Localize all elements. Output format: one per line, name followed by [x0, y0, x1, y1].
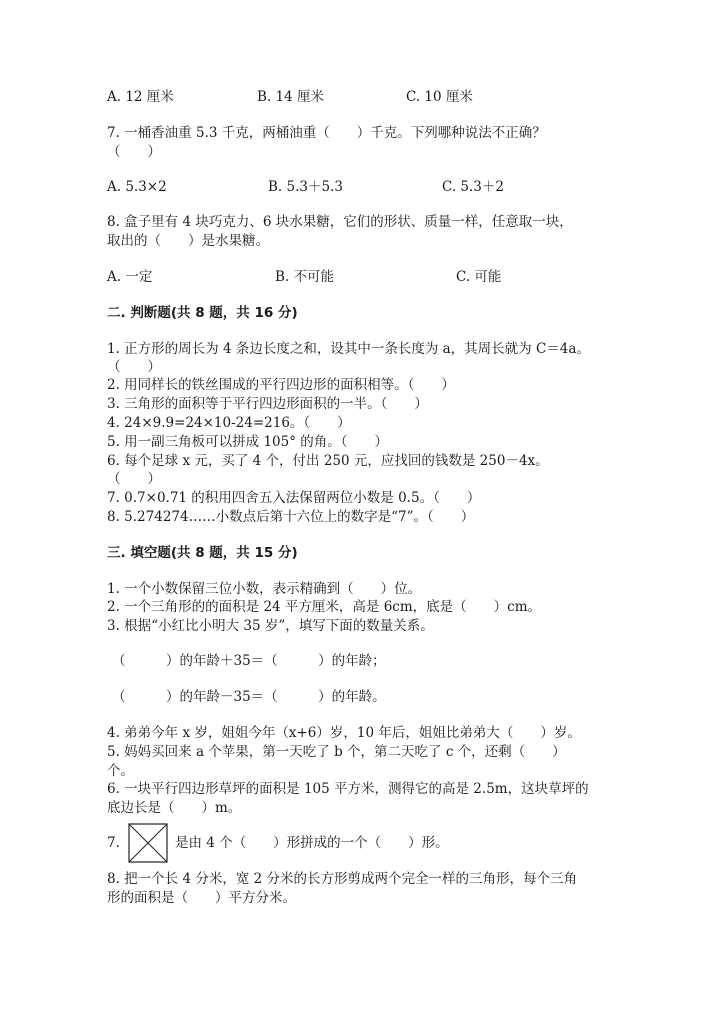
fill-q7-text: 是由 4 个（ ）形拼成的一个（ ）形。 — [175, 835, 449, 851]
fill-q7-number: 7. — [107, 835, 120, 851]
judge-item: 1. 正方形的周长为 4 条边长度之和，设其中一条长度为 a，其周长就为 C＝4a。 — [107, 341, 590, 357]
judge-item: （ ） — [107, 359, 161, 375]
q8-option-a: A. 一定 — [107, 269, 153, 285]
q8-option-c: C. 可能 — [456, 269, 502, 285]
fill-q1: 1. 一个小数保留三位小数，表示精确到（ ）位。 — [107, 581, 422, 597]
q6-option-b: B. 14 厘米 — [257, 89, 324, 105]
fill-q4: 4. 弟弟今年 x 岁，姐姐今年（x+6）岁，10 年后，姐姐比弟弟大（ ）岁。 — [107, 725, 581, 741]
judge-item: 8. 5.274274……小数点后第十六位上的数字是“7”。（ ） — [107, 509, 475, 525]
judge-item: 3. 三角形的面积等于平行四边形面积的一半。（ ） — [107, 396, 428, 412]
section3-title: 三. 填空题(共 8 题，共 15 分) — [107, 545, 298, 561]
section2-title: 二. 判断题(共 8 题，共 16 分) — [107, 305, 298, 321]
fill-q6-line1: 6. 一块平行四边形草坪的面积是 105 平方米，测得它的高是 2.5m，这块草坪的 — [107, 781, 589, 797]
judge-item: （ ） — [107, 471, 161, 487]
fill-q8-line2: 形的面积是（ ）平方分米。 — [107, 890, 296, 906]
fill-q3-relation-b: （ ）的年龄－35＝（ ）的年龄。 — [112, 689, 386, 705]
square-with-diagonals-figure — [128, 823, 168, 863]
q6-option-a: A. 12 厘米 — [107, 89, 174, 105]
fill-q3-relation-a: （ ）的年龄＋35＝（ ）的年龄； — [112, 653, 386, 669]
q7-option-b: B. 5.3＋5.3 — [268, 179, 343, 195]
q8-option-b: B. 不可能 — [275, 269, 335, 285]
q8-stem-line1: 8. 盒子里有 4 块巧克力、6 块水果糖，它们的形状、质量一样，任意取一块， — [107, 214, 573, 230]
judge-item: 2. 用同样长的铁丝围成的平行四边形的面积相等。（ ） — [107, 377, 455, 393]
q6-option-c: C. 10 厘米 — [406, 89, 473, 105]
q8-stem-line2: 取出的（ ）是水果糖。 — [107, 233, 269, 249]
fill-q5-line1: 5. 妈妈买回来 a 个苹果，第一天吃了 b 个，第二天吃了 c 个，还剩（ ） — [107, 744, 566, 760]
fill-q6-line2: 底边长是（ ）m。 — [107, 800, 242, 816]
q7-option-a: A. 5.3×2 — [107, 179, 167, 195]
fill-q3: 3. 根据“小红比小明大 35 岁”，填写下面的数量关系。 — [107, 618, 434, 634]
fill-q5-line2: 个。 — [107, 763, 134, 779]
q7-option-c: C. 5.3＋2 — [442, 179, 504, 195]
q7-stem-line1: 7. 一桶香油重 5.3 千克，两桶油重（ ）千克。下列哪种说法不正确？ — [107, 125, 546, 141]
q7-stem-line2: （ ） — [107, 144, 161, 160]
judge-item: 7. 0.7×0.71 的积用四舍五入法保留两位小数是 0.5。（ ） — [107, 490, 481, 506]
judge-item: 5. 用一副三角板可以拼成 105° 的角。（ ） — [107, 434, 389, 450]
judge-item: 4. 24×9.9=24×10-24=216。（ ） — [107, 415, 351, 431]
fill-q2: 2. 一个三角形的的面积是 24 平方厘米，高是 6cm，底是（ ）cm。 — [107, 599, 542, 615]
judge-item: 6. 每个足球 x 元，买了 4 个，付出 250 元，应找回的钱数是 250－4x。 — [107, 453, 549, 469]
fill-q8-line1: 8. 把一个长 4 分米，宽 2 分米的长方形剪成两个完全一样的三角形，每个三角 — [107, 871, 578, 887]
